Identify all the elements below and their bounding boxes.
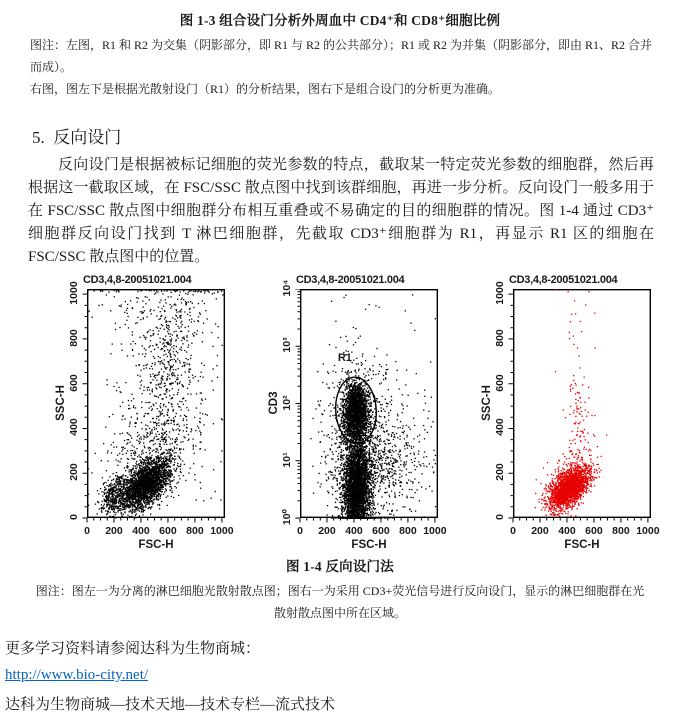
y-tick-label: 800 bbox=[494, 329, 506, 347]
plot-figure bbox=[51, 273, 251, 554]
plot-figure bbox=[477, 273, 677, 554]
x-tick-label: 1000 bbox=[423, 525, 447, 537]
x-tick-label: 600 bbox=[159, 525, 177, 537]
y-axis-label: CD3 bbox=[268, 391, 280, 415]
gate-label: R1 bbox=[337, 351, 352, 364]
x-tick-label: 800 bbox=[612, 525, 630, 537]
x-tick-label: 1000 bbox=[210, 525, 234, 537]
footer-link[interactable]: http://www.bio-city.net/ bbox=[5, 667, 149, 683]
x-tick-label: 200 bbox=[318, 525, 336, 537]
y-tick-label: 400 bbox=[494, 418, 506, 437]
plots-row bbox=[51, 273, 680, 554]
y-tick-label: 10¹ bbox=[281, 452, 293, 468]
fig14-caption: 图 1-4 反向设门法 bbox=[286, 559, 394, 574]
x-tick-label: 1000 bbox=[636, 525, 660, 537]
footer-intro: 更多学习资料请参阅达科为生物商城： bbox=[5, 641, 261, 657]
y-tick-label: 1000 bbox=[68, 281, 80, 305]
scatter-canvas bbox=[507, 289, 651, 524]
y-tick-label: 400 bbox=[68, 418, 80, 437]
y-tick-label: 200 bbox=[68, 463, 80, 481]
y-tick-label: 1000 bbox=[494, 281, 506, 305]
fig13-note bbox=[30, 34, 654, 100]
plot-title: CD3,4,8-20051021.004 bbox=[83, 274, 192, 286]
footer-path: 达科为生物商城—技术天地—技术专栏—流式技术 bbox=[5, 697, 336, 712]
y-tick-label: 800 bbox=[68, 329, 80, 347]
y-tick-label: 0 bbox=[494, 514, 506, 520]
x-tick-label: 400 bbox=[132, 525, 150, 537]
footer bbox=[5, 637, 680, 712]
y-tick-label: 10⁴ bbox=[281, 279, 293, 297]
x-tick-label: 400 bbox=[345, 525, 363, 537]
y-axis-label: SSC-H bbox=[55, 384, 67, 421]
scatter-canvas bbox=[81, 289, 225, 524]
body-paragraph: 反向设门是根据被标记细胞的荧光参数的特点，截取某一特定荧光参数的细胞群，然后再根据这一截取区域，在 FSC/SSC 散点图中找到该群细胞，再进一步分析。反向设门一般多用于在 FSC/SSC 散点图中细胞群分布相互重叠或不易确定的目的细胞群的情况。图 1-4 通过 CD3⁺细胞群反向设门找到 T 淋巴细胞群，先截取 CD3⁺细胞群为 R1，再显示 R1 区的细胞在 FSC/SSC 散点图中的位置。 bbox=[28, 157, 654, 265]
y-tick-label: 10³ bbox=[281, 337, 293, 353]
x-tick-label: 800 bbox=[399, 525, 417, 537]
plot-title: CD3,4,8-20051021.004 bbox=[296, 274, 405, 286]
scatter-canvas bbox=[294, 289, 438, 524]
y-tick-label: 0 bbox=[68, 514, 80, 520]
x-tick-label: 0 bbox=[510, 525, 516, 537]
plot-title: CD3,4,8-20051021.004 bbox=[509, 274, 618, 286]
y-tick-label: 10² bbox=[281, 394, 293, 411]
fig14-note: 图注：图左一为分离的淋巴细胞光散射散点图；图右一为采用 CD3+荧光信号进行反向设门，显示的淋巴细胞群在光散射散点图中所在区域。 bbox=[35, 584, 645, 620]
x-tick-label: 200 bbox=[105, 525, 123, 537]
plot-figure bbox=[264, 273, 464, 554]
x-tick-label: 0 bbox=[84, 525, 90, 537]
x-tick-label: 800 bbox=[186, 525, 204, 537]
y-tick-label: 200 bbox=[494, 463, 506, 481]
y-tick-label: 600 bbox=[68, 373, 80, 392]
x-tick-label: 400 bbox=[558, 525, 576, 537]
x-axis-label: FSC-H bbox=[351, 539, 387, 551]
y-axis-label: SSC-H bbox=[481, 384, 493, 421]
x-tick-label: 200 bbox=[531, 525, 549, 537]
fig13-note-line1: 图注：左图，R1 和 R2 为交集（阴影部分，即 R1 与 R2 的公共部分）；R1 或 R2 为并集（阴影部分，即由 R1、R2 合并而成）。 bbox=[30, 38, 653, 74]
section-heading: 5. 反向设门 bbox=[32, 128, 122, 147]
x-tick-label: 600 bbox=[372, 525, 390, 537]
x-tick-label: 600 bbox=[585, 525, 603, 537]
fig13-caption: 图 1-3 组合设门分析外周血中 CD4⁺和 CD8⁺细胞比例 bbox=[179, 13, 501, 28]
fig13-note-line2: 右图，图左下是根据光散射设门（R1）的分析结果，图右下是组合设门的分析更为准确。 bbox=[30, 82, 501, 96]
x-axis-label: FSC-H bbox=[564, 539, 600, 551]
x-axis-label: FSC-H bbox=[138, 539, 174, 551]
y-tick-label: 600 bbox=[494, 373, 506, 392]
x-tick-label: 0 bbox=[297, 525, 303, 537]
y-tick-label: 10⁰ bbox=[281, 508, 293, 526]
